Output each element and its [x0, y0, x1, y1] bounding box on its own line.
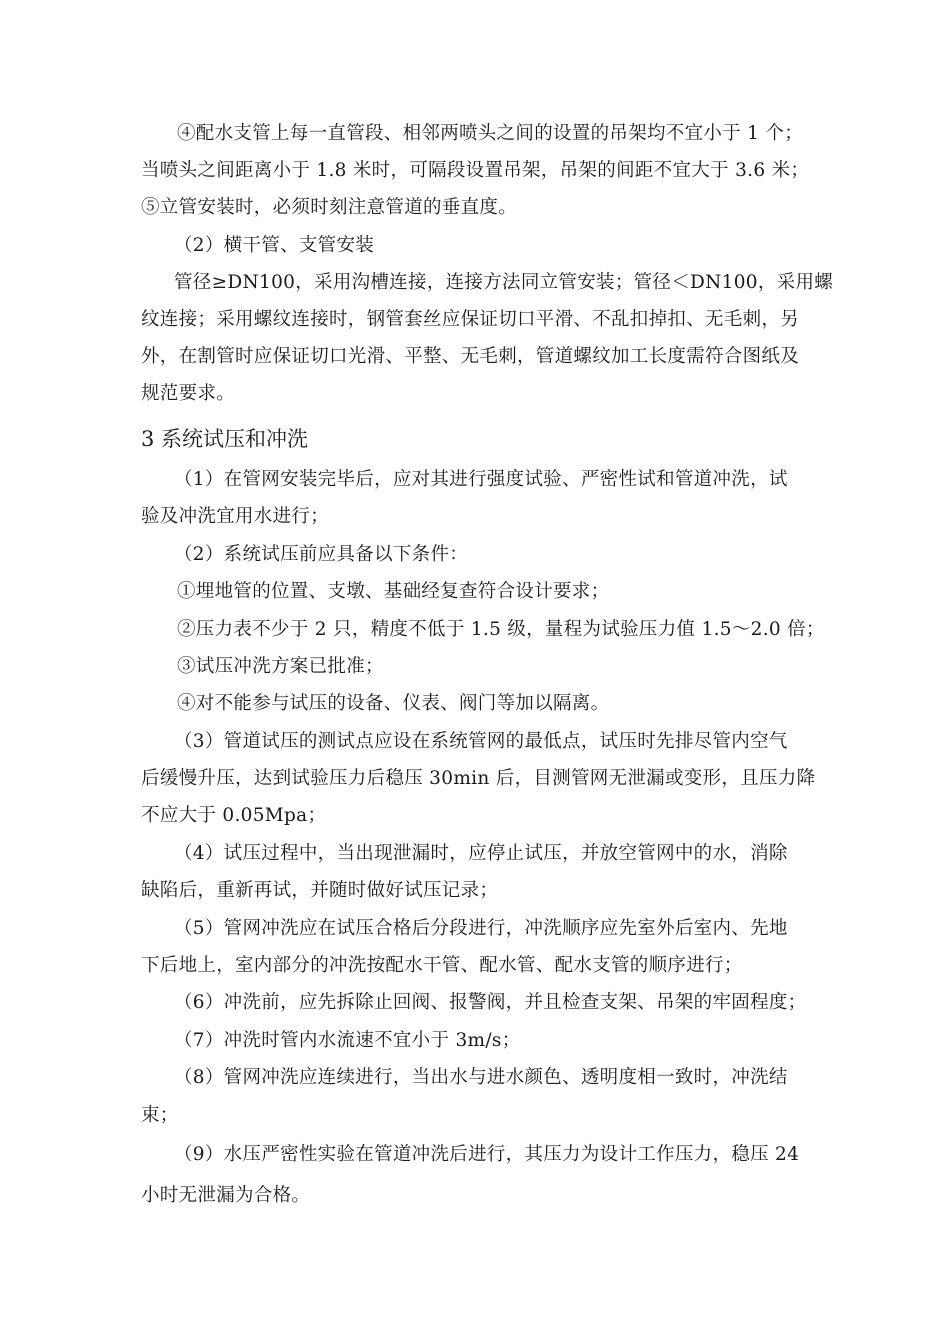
- paragraph-line: ⑤立管安装时，必须时刻注意管道的垂直度。: [141, 197, 518, 218]
- paragraph-line: （9）水压严密性实验在管道冲洗后进行，其压力为设计工作压力，稳压 24: [174, 1144, 800, 1165]
- paragraph-line: ③试压冲洗方案已批准；: [177, 656, 384, 677]
- paragraph-line: （6）冲洗前，应先拆除止回阀、报警阀，并且检查支架、吊架的牢固程度；: [174, 992, 807, 1013]
- paragraph-line: 验及冲洗宜用水进行；: [141, 506, 330, 527]
- paragraph-line: （5）管网冲洗应在试压合格后分段进行，冲洗顺序应先室外后室内、先地: [174, 918, 788, 939]
- paragraph-line: 管径≥DN100，采用沟槽连接，连接方法同立管安装；管径＜DN100，采用螺: [174, 272, 834, 293]
- section-heading: 3 系统试压和冲洗: [141, 427, 309, 451]
- paragraph-line: （3）管道试压的测试点应设在系统管网的最低点，试压时先排尽管内空气: [174, 731, 788, 752]
- paragraph-line: （4）试压过程中，当出现泄漏时，应停止试压，并放空管网中的水，消除: [174, 843, 788, 864]
- paragraph-line: ④配水支管上每一直管段、相邻两喷头之间的设置的吊架均不宜小于 1 个；: [177, 123, 804, 144]
- paragraph-line: 当喷头之间距离小于 1.8 米时，可隔段设置吊架，吊架的间距不宜大于 3.6 米；: [141, 160, 810, 181]
- paragraph-line: 下后地上，室内部分的冲洗按配水干管、配水管、配水支管的顺序进行；: [141, 955, 743, 976]
- paragraph-line: 小时无泄漏为合格。: [141, 1185, 311, 1206]
- paragraph-line: （1）在管网安装完毕后，应对其进行强度试验、严密性试和管道冲洗，试: [174, 469, 788, 490]
- paragraph-line: 规范要求。: [141, 383, 236, 404]
- paragraph-line: 纹连接；采用螺纹连接时，钢管套丝应保证切口平滑、不乱扣掉扣、无毛刺，另: [141, 309, 800, 330]
- paragraph-line: （2）横干管、支管安装: [174, 235, 375, 256]
- paragraph-line: 后缓慢升压，达到试验压力后稳压 30min 后，目测管网无泄漏或变形，且压力降: [141, 768, 816, 789]
- paragraph-line: 缺陷后，重新再试，并随时做好试压记录；: [141, 880, 499, 901]
- paragraph-line: 不应大于 0.05Mpa；: [141, 805, 327, 826]
- paragraph-line: ①埋地管的位置、支墩、基础经复查符合设计要求；: [177, 581, 610, 602]
- paragraph-line: ④对不能参与试压的设备、仪表、阀门等加以隔离。: [177, 693, 610, 714]
- paragraph-line: （8）管网冲洗应连续进行，当出水与进水颜色、透明度相一致时，冲洗结: [174, 1067, 788, 1088]
- paragraph-line: ②压力表不少于 2 只，精度不低于 1.5 级，量程为试验压力值 1.5～2.0 倍；: [177, 619, 825, 640]
- paragraph-line: 外，在割管时应保证切口光滑、平整、无毛刺，管道螺纹加工长度需符合图纸及: [141, 346, 800, 367]
- paragraph-line: （2）系统试压前应具备以下条件：: [174, 544, 469, 565]
- paragraph-line: 束；: [141, 1105, 179, 1126]
- paragraph-line: （7）冲洗时管内水流速不宜小于 3m/s；: [174, 1030, 521, 1051]
